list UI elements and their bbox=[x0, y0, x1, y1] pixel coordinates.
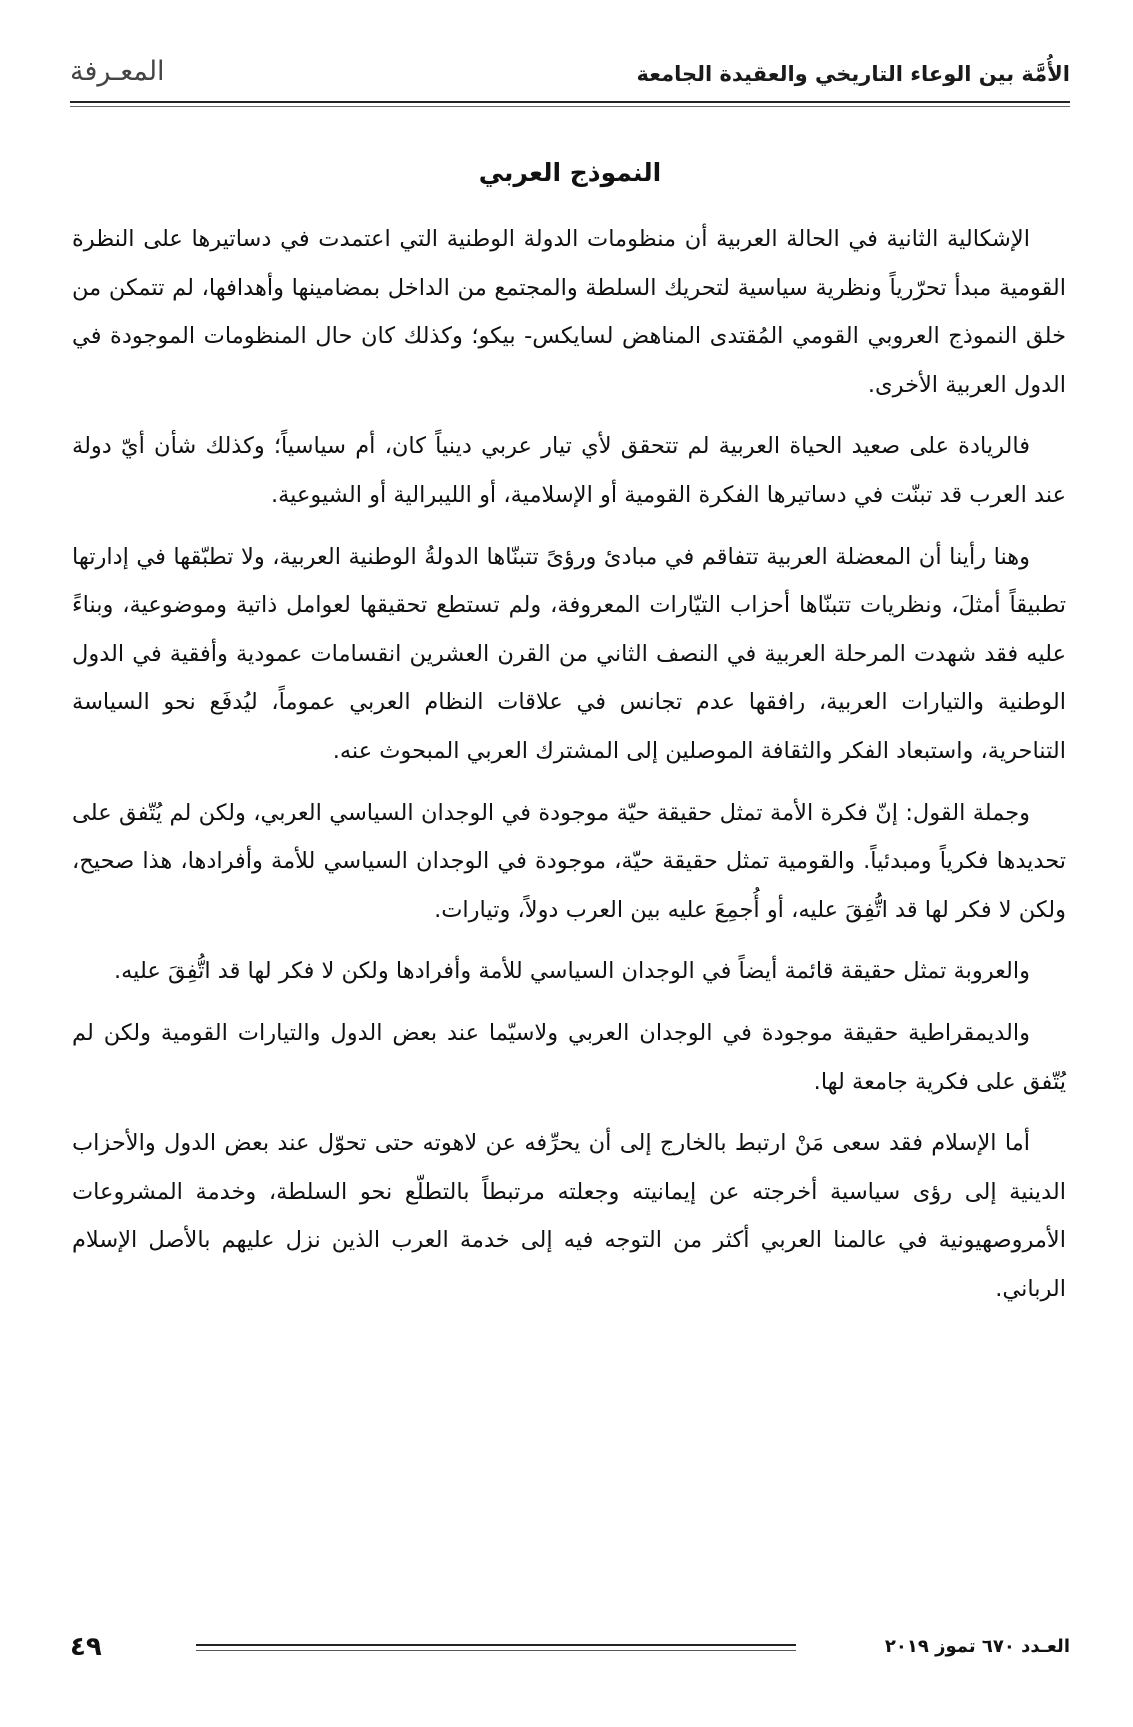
paragraph: والديمقراطية حقيقة موجودة في الوجدان العربي ولاسيّما عند بعض الدول والتيارات القومية ولكن لم يُتّفق على فكرية جامعة لها. bbox=[72, 1019, 1066, 1095]
paragraph: الإشكالية الثانية في الحالة العربية أن منظومات الدولة الوطنية التي اعتمدت في دساتيرها على النظرة القومية مبدأ تحرّرياً ونظرية سياسية لتحريك السلطة والمجتمع من الداخل بمضامينها وأهدافها، لم تتمكن من خلق النموذج العروبي القومي المُقتدى المناهض لسايكس- بيكو؛ وكذلك كان حال المنظومات الموجودة في الدول العربية الأخرى. bbox=[72, 226, 1066, 398]
running-title: الأُمَّة بين الوعاء التاريخي والعقيدة الجامعة bbox=[636, 62, 1070, 86]
page-header bbox=[70, 52, 1070, 102]
header-divider-thin bbox=[70, 106, 1070, 107]
article-body bbox=[72, 215, 1066, 1326]
header-divider bbox=[70, 101, 1070, 103]
footer-divider-thin bbox=[196, 1650, 796, 1651]
paragraph: فالريادة على صعيد الحياة العربية لم تتحقق لأي تيار عربي دينياً كان، أم سياسياً؛ وكذلك شأن أيّ دولة عند العرب قد تبنّت في دساتيرها الفكرة القومية أو الإسلامية، أو الليبرالية أو الشيوعية. bbox=[72, 433, 1066, 508]
paragraph: وجملة القول: إنّ فكرة الأمة تمثل حقيقة حيّة موجودة في الوجدان السياسي العربي، ولكن لم يُتّفق على تحديدها فكرياً ومبدئياً. والقومية تمثل حقيقة حيّة، موجودة في الوجدان السياسي للأمة وأفرادها، هذا صحيح، ولكن لا فكر لها قد اتُّفِقَ عليه، أو أُجمِعَ عليه بين العرب دولاً، وتيارات. bbox=[72, 799, 1066, 923]
issue-info: العـدد ٦٧٠ تموز ٢٠١٩ bbox=[884, 1636, 1070, 1657]
footer-divider bbox=[196, 1644, 796, 1646]
page-number: ٤٩ bbox=[70, 1632, 102, 1662]
paragraph: والعروبة تمثل حقيقة قائمة أيضاً في الوجدان السياسي للأمة وأفرادها ولكن لا فكر لها قد اتُّفِقَ عليه. bbox=[113, 958, 1030, 985]
page-footer bbox=[70, 1632, 1070, 1672]
paragraph: أما الإسلام فقد سعى مَنْ ارتبط بالخارج إلى أن يحرِّفه عن لاهوته حتى تحوّل عند بعض الدول والأحزاب الدينية إلى رؤى سياسية أخرجته عن إيمانيته وجعلته مرتبطاً بالتطلّع نحو السلطة، وخدمة المشروعات الأمروصهيونية في عالمنا العربي أكثر من التوجه فيه إلى خدمة العرب الذين نزل عليهم بالأصل الإسلام الرباني. bbox=[72, 1130, 1066, 1302]
magazine-logo: المعـرفة bbox=[70, 56, 165, 87]
paragraph: وهنا رأينا أن المعضلة العربية تتفاقم في مبادئ ورؤىً تتبنّاها الدولةُ الوطنية العربية، ولا تطبّقها في إدارتها تطبيقاً أمثلَ، ونظريات تتبنّاها أحزاب التيّارات المعروفة، ولم تستطع تحقيقها لعوامل ذاتية وموضوعية، وبناءً عليه فقد شهدت المرحلة العربية في النصف الثاني من القرن العشرين انقسامات عمودية وأفقية في الدول الوطنية والتيارات العربية، رافقها عدم تجانس في علاقات النظام العربي عموماً، ليُدفَع نحو السياسة التناحرية، واستبعاد الفكر والثقافة الموصلين إلى المشترك العربي المبحوث عنه. bbox=[72, 543, 1066, 764]
section-heading: النموذج العربي bbox=[478, 158, 662, 187]
